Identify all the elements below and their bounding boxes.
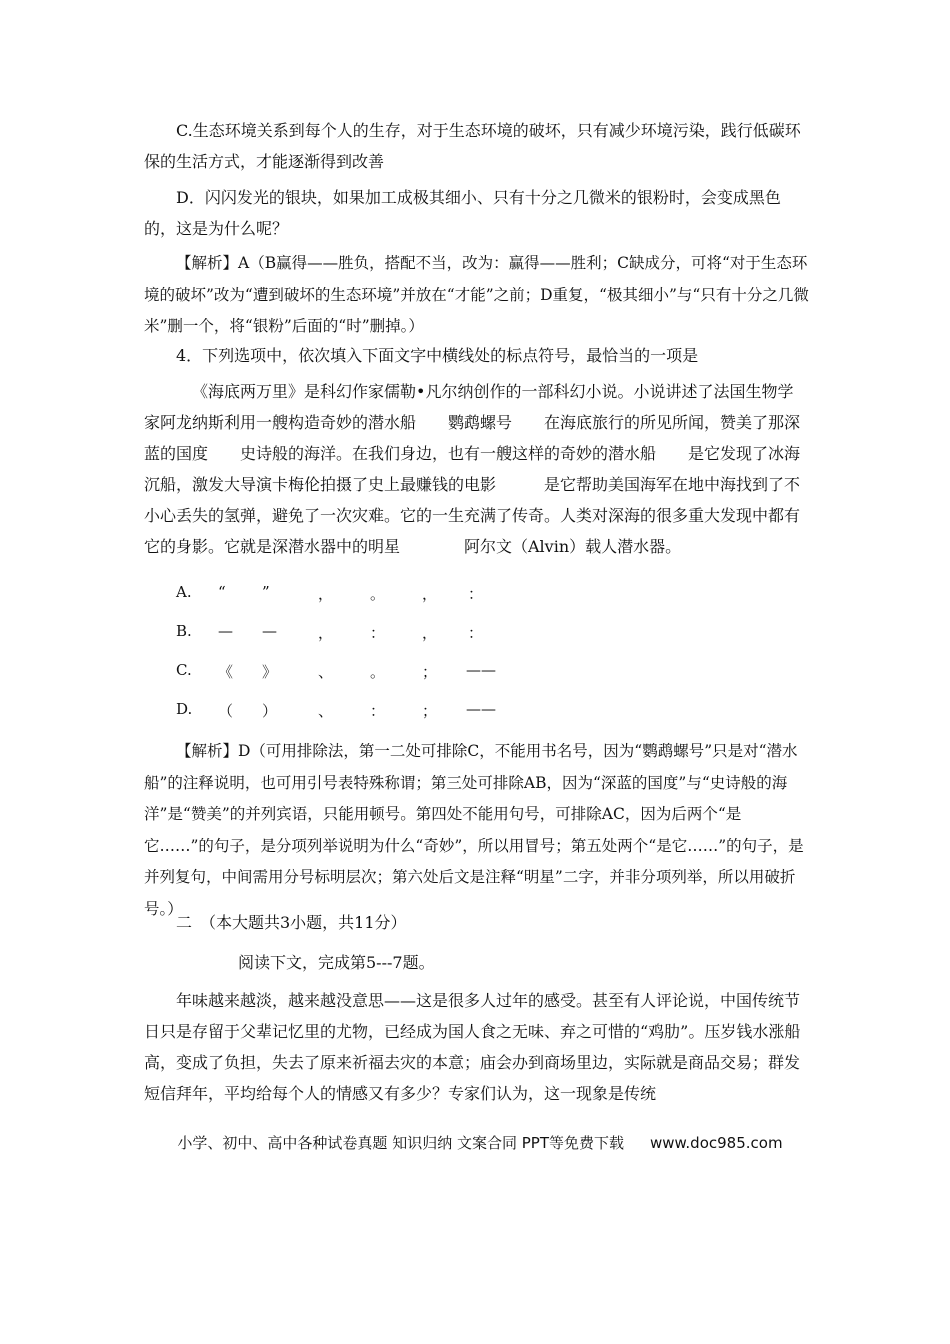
- question-4-passage: 《海底两万里》是科幻作家儒勒•凡尔纳创作的一部科幻小说。小说讲述了法国生物学家阿龙纳斯利用一艘构造奇妙的潜水船 鹦鹉螺号 在海底旅行的所见所闻，赞美了那深蓝的国度 史诗般的海洋。在我们身边，也有一艘这样的奇妙的潜水船 是它发现了冰海沉船，激发大导演卡梅伦拍摄了史上最赚钱的电影 是它帮助美国海军在地中海找到了不小心丢失的氢弹，避免了一次灾难。它的一生充满了传奇。人类对深海的很多重大发现中都有它的身影。它就是深潜水器中的明星 阿尔文（Alvin）载人潜水器。: [144, 382, 801, 556]
- option-mark: ；: [422, 702, 438, 720]
- option-label: C.: [176, 661, 192, 679]
- option-mark: —: [218, 622, 233, 640]
- question-4-stem: 4．下列选项中，依次填入下面文字中横线处的标点符号，最恰当的一项是: [176, 346, 699, 365]
- option-mark: “: [218, 583, 226, 601]
- page-footer: [0, 1132, 950, 1153]
- footer-site[interactable]: www.doc985.com: [649, 1134, 783, 1152]
- option-mark: ，: [318, 585, 334, 603]
- option-a: [176, 583, 776, 605]
- option-mark: 、: [318, 702, 334, 720]
- analysis-question-3: 【解析】A（B赢得——胜负，搭配不当，改为：赢得——胜利；C缺成分，可将“对于生态环境的破坏”改为“遭到破坏的生态环境”并放在“才能”之前；D重复，“极其细小”与“只有十分之几微米”删一个，将“银粉”后面的“时”删掉。）: [144, 254, 809, 335]
- option-mark: （: [218, 702, 234, 720]
- option-d-text: D．闪闪发光的银块，如果加工成极其细小、只有十分之几微米的银粉时，会变成黑色的，这是为什么呢？: [144, 188, 781, 238]
- option-label: A.: [176, 583, 192, 601]
- option-mark: ；: [422, 663, 438, 681]
- option-mark: ，: [318, 624, 334, 642]
- option-c: [176, 661, 776, 683]
- option-mark: ：: [370, 702, 386, 720]
- option-mark: 《: [218, 663, 234, 681]
- option-mark: ”: [262, 583, 270, 601]
- option-mark: —: [262, 622, 277, 640]
- option-mark: ：: [468, 624, 484, 642]
- option-mark: ，: [422, 624, 438, 642]
- option-mark: 。: [370, 585, 386, 603]
- option-mark: 。: [370, 663, 386, 681]
- option-mark: 、: [318, 663, 334, 681]
- option-b: [176, 622, 776, 644]
- option-mark: ）: [262, 702, 278, 720]
- reading-prompt: 阅读下文，完成第5---7题。: [238, 953, 435, 972]
- footer-text: 小学、初中、高中各种试卷真题 知识归纳 文案合同 PPT等免费下载: [177, 1134, 624, 1152]
- section-heading: 二 （本大题共3小题，共11分）: [176, 913, 407, 932]
- option-label: B.: [176, 622, 192, 640]
- option-label: D.: [176, 700, 193, 718]
- option-mark: ——: [466, 700, 496, 718]
- option-d: [176, 700, 776, 722]
- option-mark: 》: [262, 663, 278, 681]
- option-mark: ：: [370, 624, 386, 642]
- option-mark: ，: [422, 585, 438, 603]
- option-c-text: C.生态环境关系到每个人的生存，对于生态环境的破坏，只有减少环境污染，践行低碳环保的生活方式，才能逐渐得到改善: [144, 121, 801, 171]
- reading-passage: 年味越来越淡，越来越没意思——这是很多人过年的感受。甚至有人评论说，中国传统节日只是存留于父辈记忆里的尤物，已经成为国人食之无味、弃之可惜的“鸡肋”。压岁钱水涨船高，变成了负担，失去了原来祈福去灾的本意；庙会办到商场里边，实际就是商品交易；群发短信拜年，平均给每个人的情感又有多少？专家们认为，这一现象是传统: [144, 991, 801, 1103]
- analysis-question-4: 【解析】D（可用排除法，第一二处可排除C，不能用书名号，因为“鹦鹉螺号”只是对“潜水船”的注释说明，也可用引号表特殊称谓；第三处可排除AB，因为“深蓝的国度”与“史诗般的海洋”是“赞美”的并列宾语，只能用顿号。第四处不能用句号，可排除AC，因为后两个“是它……”的句子，是分项列举说明为什么“奇妙”，所以用冒号；第五处两个“是它……”的句子，是并列复句，中间需用分号标明层次；第六处后文是注释“明星”二字，并非分项列举，所以用破折号。）: [144, 742, 804, 918]
- option-mark: ：: [468, 585, 484, 603]
- option-mark: ——: [466, 661, 496, 679]
